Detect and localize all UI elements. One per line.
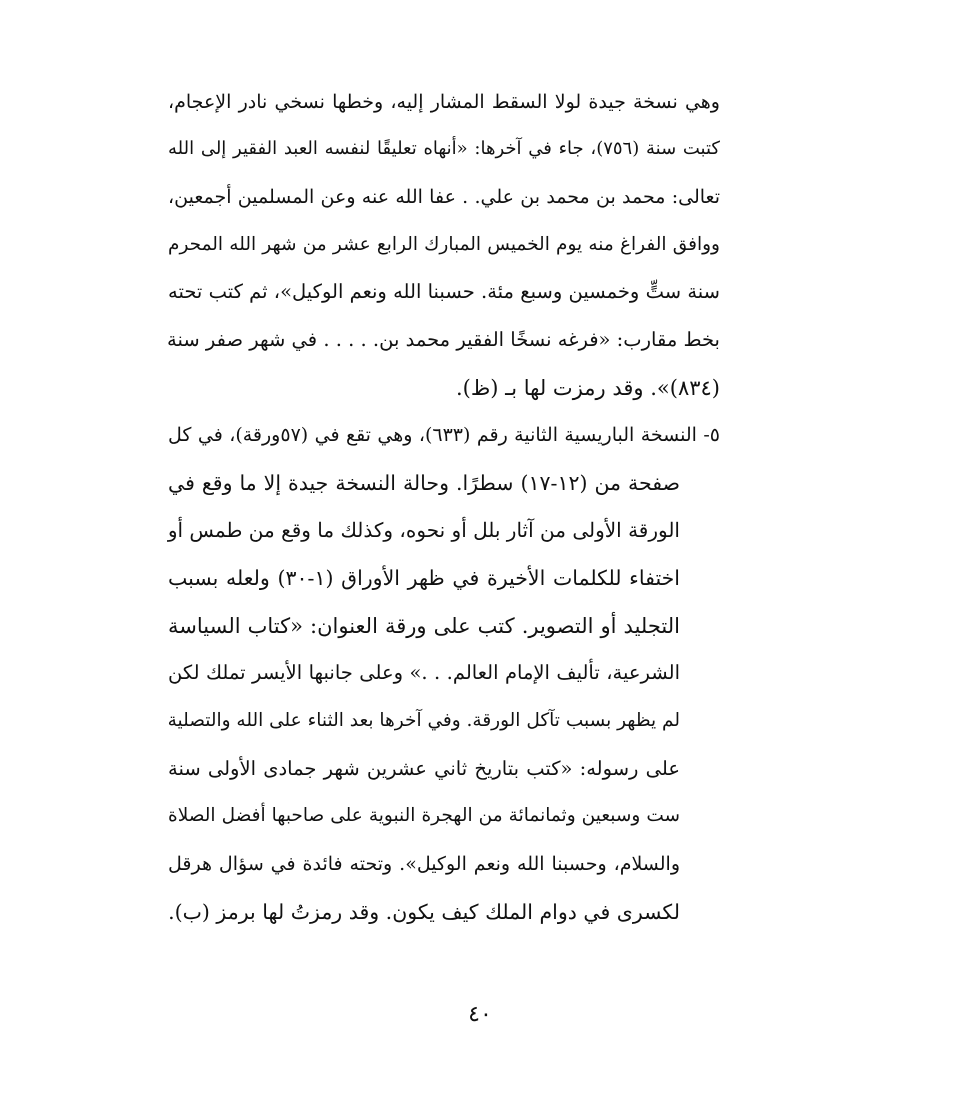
text-line: لكسرى في دوام الملك كيف يكون. وقد رمزتُ لها برمز (ب).	[168, 900, 680, 924]
text-line: التجليد أو التصوير. كتب على ورقة العنوان: «كتاب السياسة	[168, 614, 680, 638]
text-line: صفحة من (١٢-١٧) سطرًا. وحالة النسخة جيدة إلا ما وقع في	[168, 471, 680, 495]
text-line: لم يظهر بسبب تآكل الورقة. وفي آخرها بعد الثناء على الله والتصلية	[167, 710, 680, 731]
text-line: والسلام، وحسبنا الله ونعم الوكيل». وتحته فائدة في سؤال هرقل	[168, 853, 680, 875]
text-line: (٨٣٤)». وقد رمزت لها بـ (ظ).	[455, 376, 720, 400]
text-line: كتبت سنة (٧٥٦)، جاء في آخرها: «أنهاه تعليقًا لنفسه العبد الفقير إلى الله	[168, 138, 720, 159]
text-line: اختفاء للكلمات الأخيرة في ظهر الأوراق (١-٣٠) ولعله بسبب	[168, 566, 680, 590]
text-line: ووافق الفراغ منه يوم الخميس المبارك الرابع عشر من شهر الله المحرم	[168, 234, 720, 255]
page-number: ٤٠	[468, 1002, 492, 1027]
text-line: سنة ستٍّ وخمسين وسبع مئة. حسبنا الله ونعم الوكيل»، ثم كتب تحته	[168, 280, 720, 303]
text-line: وهي نسخة جيدة لولا السقط المشار إليه، وخطها نسخي نادر الإعجام،	[168, 91, 720, 113]
text-line: ست وسبعين وثمانمائة من الهجرة النبوية على صاحبها أفضل الصلاة	[168, 805, 680, 826]
text-line: بخط مقارب: «فرغه نسخًا الفقير محمد بن. . . . . في شهر صفر سنة	[167, 328, 720, 351]
text-line: الشرعية، تأليف الإمام العالم. . .» وعلى جانبها الأيسر تملك لكن	[168, 661, 680, 684]
text-line: الورقة الأولى من آثار بلل أو نحوه، وكذلك ما وقع من طمس أو	[167, 518, 680, 542]
text-line: تعالى: محمد بن محمد بن علي. . عفا الله عنه وعن المسلمين أجمعين،	[168, 186, 720, 208]
text-line: على رسوله: «كتب بتاريخ ثاني عشرين شهر جمادى الأولى سنة	[168, 757, 680, 780]
text-line: ٥- النسخة الباريسية الثانية رقم (٦٣٣)، وهي تقع في (٥٧ورقة)، في كل	[168, 424, 720, 446]
